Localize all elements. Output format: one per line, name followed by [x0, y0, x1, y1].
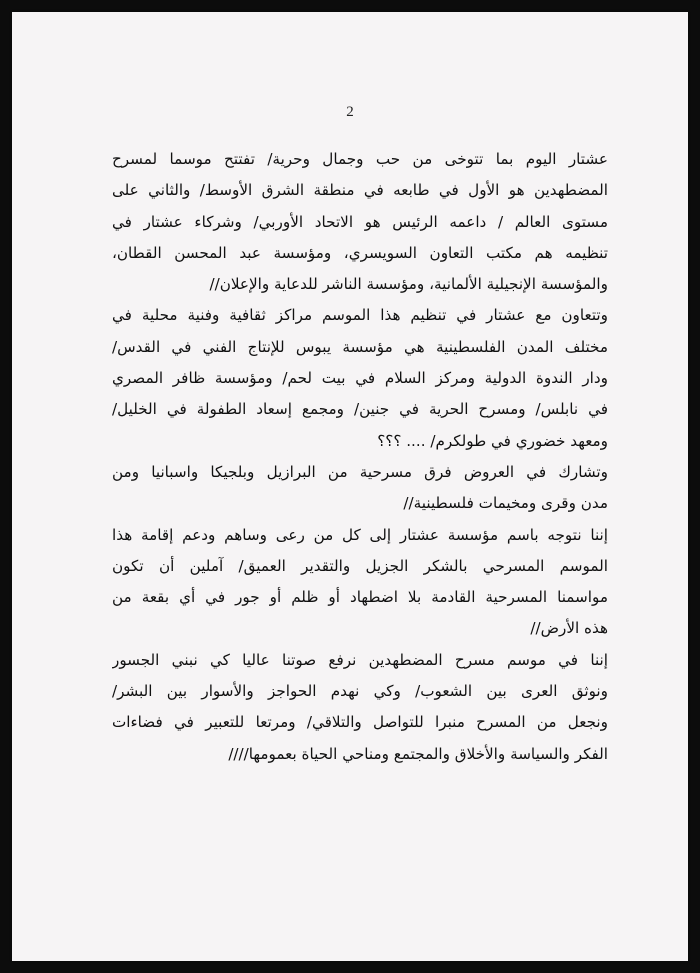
text-line: هذه الأرض//: [530, 619, 608, 638]
text-line: مختلف المدن الفلسطينية هي مؤسسة يبوس للإنتاج الفني في القدس/: [112, 337, 608, 356]
paragraph-1: [112, 144, 608, 300]
paragraph-3: [112, 457, 608, 520]
text-line: مستوى العالم / داعمه الرئيس هو الاتحاد الأوربي/ وشركاء عشتار في: [112, 212, 608, 231]
text-line: وتشارك في العروض فرق مسرحية من البرازيل وبلجيكا واسبانيا ومن: [112, 462, 608, 481]
text-line: الموسم المسرحي بالشكر الجزيل والتقدير العميق/ آملين أن تكون: [112, 556, 608, 575]
text-line: والمؤسسة الإنجيلية الألمانية، ومؤسسة الناشر للدعاية والإعلان//: [209, 275, 608, 294]
paragraph-5: [112, 645, 608, 770]
text-line: الفكر والسياسة والأخلاق والمجتمع ومناحي الحياة بعمومها////: [228, 744, 608, 763]
text-line: وتتعاون مع عشتار في تنظيم هذا الموسم مراكز ثقافية وفنية محلية في: [112, 306, 608, 325]
paragraph-2: [112, 300, 608, 456]
text-line: ودار الندوة الدولية ومركز السلام في بيت لحم/ ومؤسسة ظافر المصري: [112, 369, 608, 388]
text-line: ونجعل من المسرح منبرا للتواصل والتلاقي/ ومرتعا للتعبير في فضاءات: [112, 713, 608, 732]
text-line: مواسمنا المسرحية القادمة بلا اضطهاد أو ظلم أو جور في أي بقعة من: [112, 588, 608, 607]
text-line: في نابلس/ ومسرح الحرية في جنين/ ومجمع إسعاد الطفولة في الخليل/: [112, 400, 608, 419]
text-line: إننا نتوجه باسم مؤسسة عشتار إلى كل من رعى وساهم ودعم إقامة هذا: [112, 525, 608, 544]
document-page: [12, 12, 688, 961]
text-line: المضطهدين هو الأول في طابعه في منطقة الشرق الأوسط/ والثاني على: [112, 181, 608, 200]
body-text: [112, 144, 608, 770]
text-line: تنظيمه هم مكتب التعاون السويسري، ومؤسسة عبد المحسن القطان،: [112, 243, 608, 262]
text-line: إننا في موسم مسرح المضطهدين نرفع صوتنا عاليا كي نبني الجسور: [112, 650, 608, 669]
page-number: 2: [346, 104, 354, 120]
text-line: ونوثق العرى بين الشعوب/ وكي نهدم الحواجز والأسوار بين البشر/: [112, 682, 608, 701]
text-line: مدن وقرى ومخيمات فلسطينية//: [403, 494, 608, 513]
paragraph-4: [112, 520, 608, 645]
text-line: عشتار اليوم بما تتوخى من حب وجمال وحرية/ تفتتح موسما لمسرح: [112, 150, 608, 168]
text-line: ومعهد خضوري في طولكرم/ .... ؟؟؟: [377, 431, 608, 450]
